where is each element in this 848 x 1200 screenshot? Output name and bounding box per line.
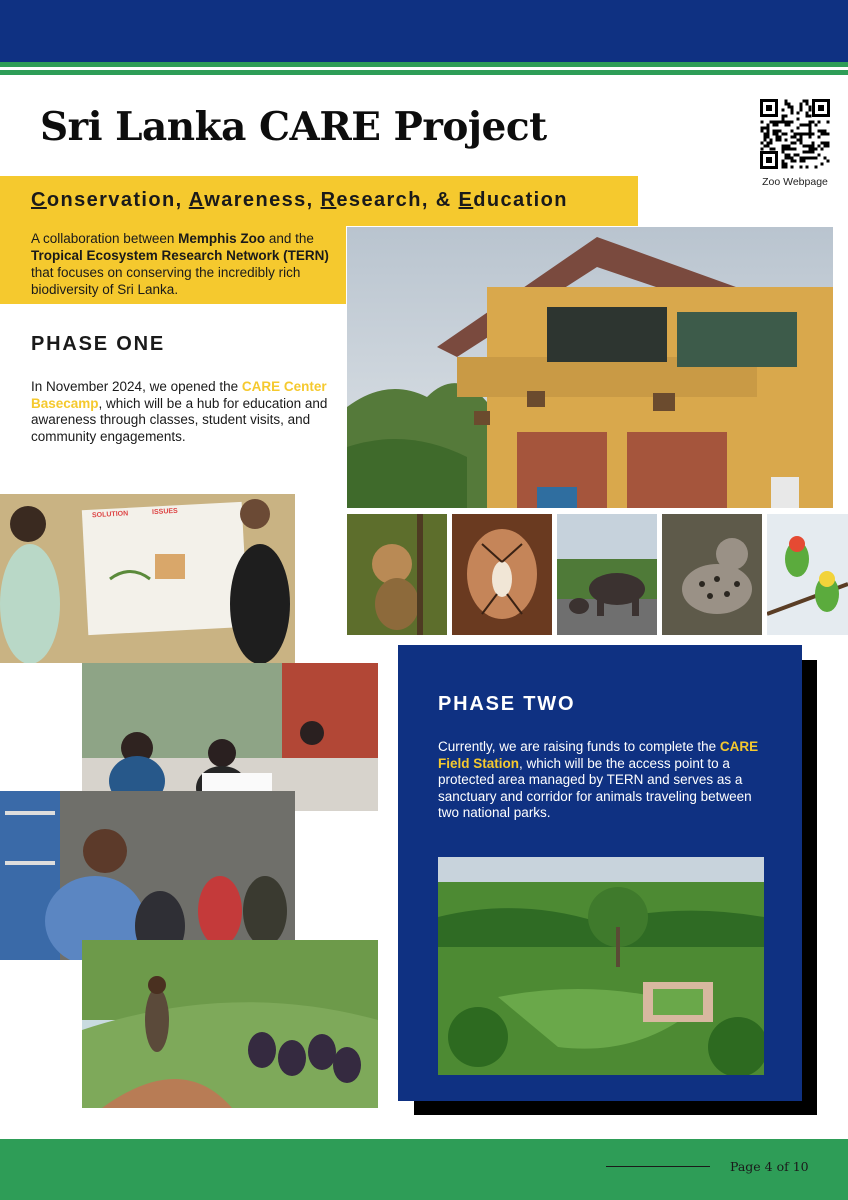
tagline-initial: A: [188, 189, 205, 211]
tagline-word: onservation,: [46, 189, 189, 211]
phase-one-text: In November 2024, we opened the CARE Center Basecamp, which will be a hub for education and awareness through classes, student visits, and community engagements.: [31, 379, 328, 444]
tagline-word: esearch, &: [336, 189, 459, 211]
insect-photo: [452, 514, 552, 635]
page-number: Page 4 of 10: [730, 1159, 809, 1174]
tern-name: Tropical Ecosystem Research Network (TERN): [31, 248, 329, 263]
field-station-aerial-photo: [438, 857, 764, 1075]
elephants-photo: [557, 514, 657, 635]
phase-two-text: Currently, we are raising funds to complete the CARE Field Station, which will be the access point to a protected area managed by TERN and serves as a sanctuary and corridor for animals traveling between two national parks.: [438, 739, 759, 820]
tagline: [31, 189, 568, 212]
care-center-basecamp-highlight: CARE Center Basecamp: [31, 379, 327, 411]
tagline-initial: E: [458, 189, 474, 211]
tagline-initial: C: [31, 189, 47, 211]
intro-description: A collaboration between Memphis Zoo and the Tropical Ecosystem Research Network (TERN) that focuses on conserving the incredibly rich biodiversity of Sri Lanka.: [31, 231, 329, 297]
monkey-photo: [347, 514, 447, 635]
community-meeting-photo: [0, 791, 295, 960]
care-field-station-highlight: CARE Field Station: [438, 739, 759, 771]
footer-band: [0, 1139, 848, 1200]
poster-presentation-photo: [0, 494, 295, 663]
building-photo: [347, 227, 833, 508]
qr-code-icon[interactable]: [760, 99, 830, 169]
tagline-word: ducation: [473, 189, 568, 211]
field-group-photo: [82, 940, 378, 1108]
group-workshop-photo: [82, 663, 378, 811]
header-stripe: [0, 70, 848, 75]
fishing-cat-photo: [662, 514, 762, 635]
poster-text: SOLUTION ISSUES: [91, 507, 178, 520]
phase-two-heading: PHASE TWO: [438, 693, 576, 715]
barbet-birds-photo: [767, 514, 848, 635]
header-band: [0, 0, 848, 62]
footer-divider: [606, 1166, 710, 1167]
page-title: Sri Lanka CARE Project: [40, 104, 547, 150]
tagline-word: wareness,: [204, 189, 321, 211]
tagline-initial: R: [320, 189, 337, 211]
phase-one-heading: PHASE ONE: [31, 333, 166, 355]
memphis-zoo-name: Memphis Zoo: [178, 231, 266, 246]
qr-label: Zoo Webpage: [762, 176, 828, 188]
